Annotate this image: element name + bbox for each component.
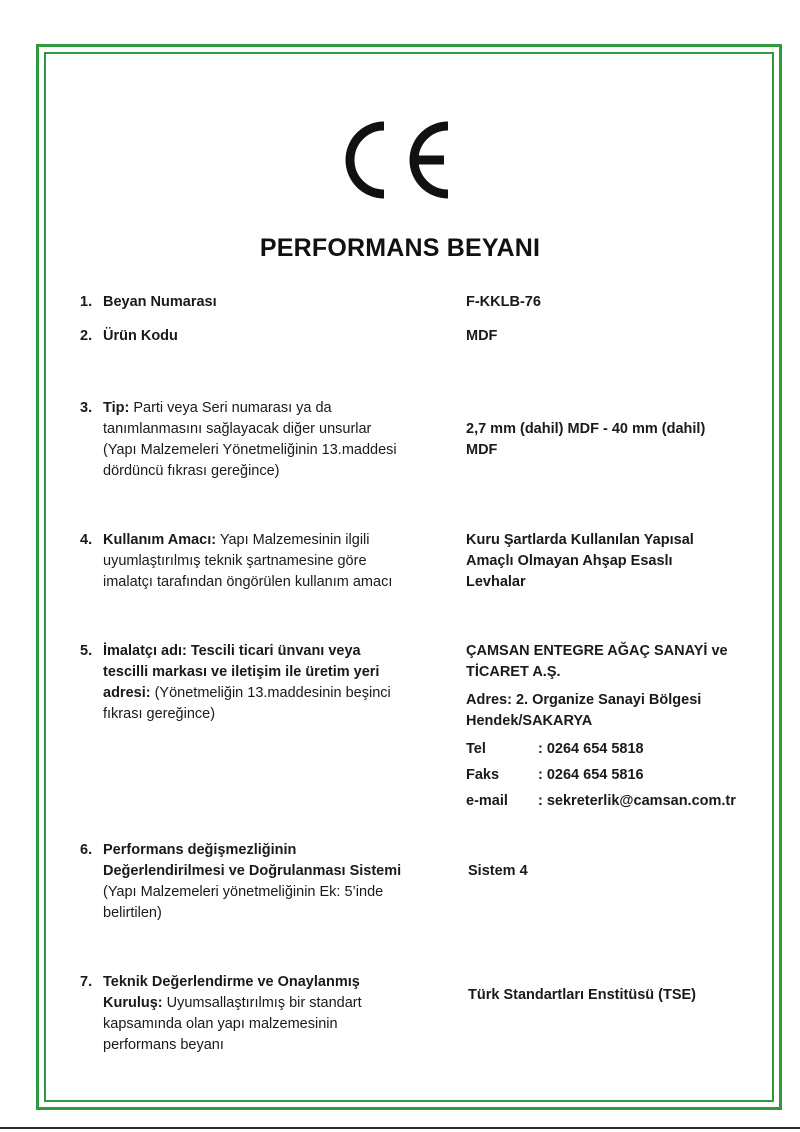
item-description: Teknik Değerlendirme ve Onaylanmış Kuruluş: Uyumsallaştırılmış bir standart kapsamında olan yapı malzemesinin performans beyanı (103, 972, 453, 1056)
page-title: PERFORMANS BEYANI (259, 234, 541, 262)
item-value: Sistem 4 (468, 863, 528, 879)
item-number: 6. (80, 842, 93, 858)
manufacturer-address: Adres: 2. Organize Sanayi Bölgesi Hendek/SAKARYA (466, 692, 702, 729)
ce-mark-logo (338, 120, 454, 200)
item-description: Tip: Parti veya Seri numarası ya da tanımlanmasını sağlayacak diğer unsurlar (Yapı Malzemeleri Yönetmeliğinin 13.maddesi dördüncü fıkrası gereğince) (103, 400, 397, 479)
bottom-divider (0, 1127, 800, 1129)
item-description: Kullanım Amacı: Yapı Malzemesinin ilgili uyumlaştırılmış teknik şartnamesine göre imalatçı tarafından öngörülen kullanım amacı (103, 532, 393, 590)
item-label: Tip: (103, 400, 130, 416)
item-value: Kuru Şartlarda Kullanılan Yapısal Amaçlı Olmayan Ahşap Esaslı Levhalar (466, 532, 694, 590)
item-number: 3. (80, 400, 93, 416)
item-label: İmalatçı adı: Tescili ticari ünvanı veya (103, 643, 361, 659)
item-label: Ürün Kodu (103, 328, 178, 344)
item-number: 7. (80, 974, 93, 990)
contact-email: e-mail : sekreterlik@camsan.com.tr (466, 793, 736, 809)
item-value: MDF (466, 328, 498, 344)
item-label: Beyan Numarası (103, 294, 217, 310)
item-number: 4. (80, 532, 93, 548)
item-value: 2,7 mm (dahil) MDF - 40 mm (dahil) MDF (466, 421, 706, 458)
item-description: Performans değişmezliğinin Değerlendirilmesi ve Doğrulanması Sistemi (Yapı Malzemeleri yönetmeliğinin Ek: 5’inde belirtilen) (103, 840, 463, 924)
manufacturer-name: ÇAMSAN ENTEGRE AĞAÇ SANAYİ ve TİCARET A.Ş. (466, 643, 728, 680)
contact-fax: Faks : 0264 654 5816 (466, 767, 644, 783)
item-label: Teknik Değerlendirme ve Onaylanmış (103, 974, 360, 990)
item-label: Kullanım Amacı: (103, 532, 217, 548)
item-number: 2. (80, 328, 93, 344)
item-description: İmalatçı adı: Tescili ticari ünvanı veya tescilli markası ve iletişim ile üretim yeri adresi: (Yönetmeliğin 13.maddesinin beşinci fıkrası gereğince) (103, 641, 453, 725)
item-number: 1. (80, 294, 93, 310)
item-number: 5. (80, 643, 93, 659)
item-value: Türk Standartları Enstitüsü (TSE) (468, 987, 696, 1003)
item-label: Performans değişmezliğinin (103, 842, 297, 858)
item-value: F-KKLB-76 (466, 294, 541, 310)
contact-tel: Tel : 0264 654 5818 (466, 741, 644, 757)
